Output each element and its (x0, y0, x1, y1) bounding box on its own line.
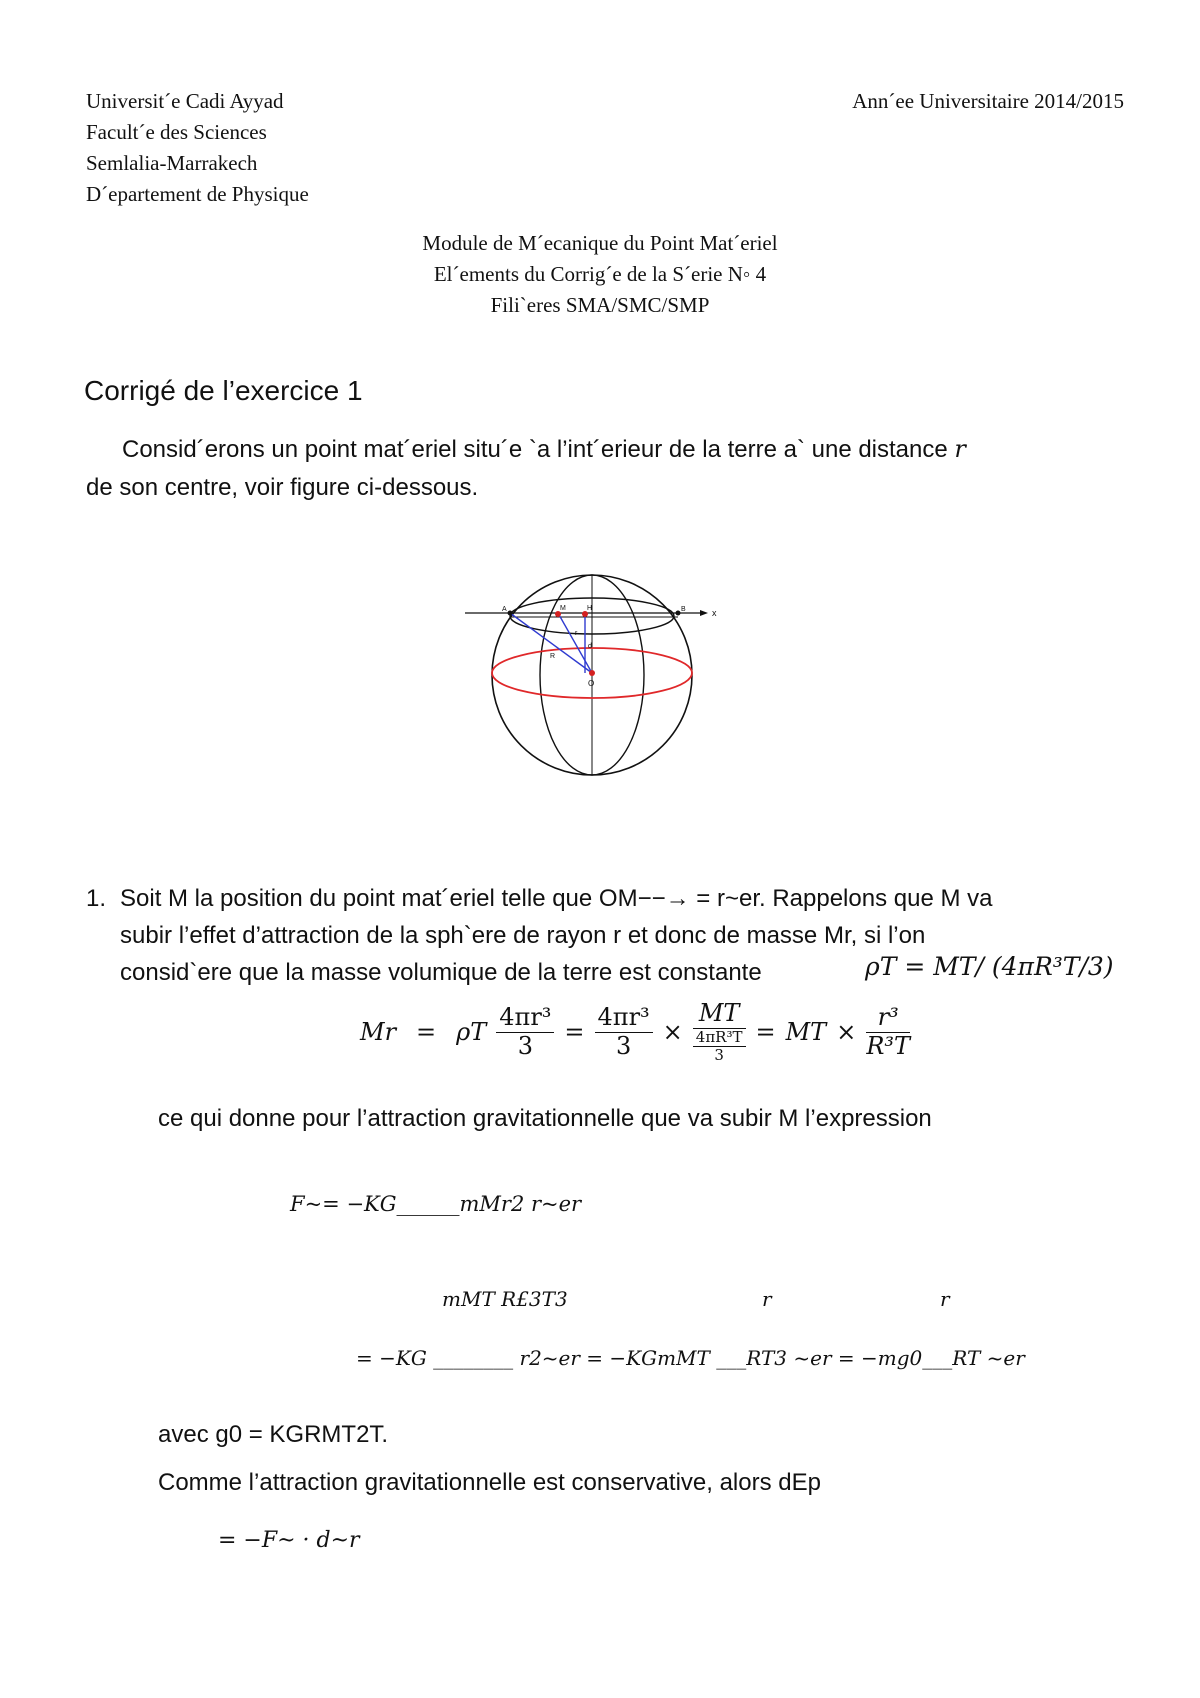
intro-text: Consid´erons un point mat´eriel situ´e `a l’int´erieur de la terre a` une distance (122, 436, 948, 463)
conservative-line: Comme l’attraction gravitationnelle est conservative, alors dEp (158, 1469, 821, 1496)
fraction-3-inner (693, 1029, 746, 1065)
fraction-1 (496, 1004, 554, 1060)
label-x: x (712, 608, 717, 618)
fragment-top-r2: r (940, 1287, 950, 1311)
fraction-3-num: MT (693, 1000, 746, 1029)
label-m: M (560, 605, 566, 612)
sphere-figure (460, 570, 720, 780)
fraction-4-den: R³T (866, 1031, 911, 1060)
fraction-4-num: r³ (866, 1004, 910, 1033)
header-department: D´epartement de Physique (86, 182, 309, 206)
mr-equation (360, 1000, 910, 1064)
mr-mt: MT (785, 1018, 827, 1047)
intro-var-r: r (954, 435, 966, 463)
rho-formula: ρT = MT/ (4πR³T/3) (865, 952, 1114, 981)
mr-rho: ρT (456, 1018, 487, 1047)
title-series: El´ements du Corrig´e de la S´erie N◦ 4 (433, 262, 767, 286)
final-line: = −F~ · d~r (218, 1528, 360, 1553)
x-axis-arrow (700, 610, 708, 616)
header-academic-year: Ann´ee Universitaire 2014/2015 (852, 89, 1124, 113)
mr-eq-1: = (416, 1018, 437, 1047)
point-a (508, 611, 513, 616)
item-line-1: Soit M la position du point mat´eriel telle que OM−−→ = r~er. Rappelons que M va (120, 885, 993, 912)
radius-line-r (510, 613, 592, 673)
force-line-2: = −KG ________ r2~er = −KGmMT ___RT3 ~er = −mg0___RT ~er (356, 1346, 1025, 1370)
header-faculty: Facult´e des Sciences (86, 120, 267, 144)
label-b: B (681, 606, 686, 613)
label-r: r (575, 630, 578, 637)
title-module: Module de M´ecanique du Point Mat´eriel (422, 231, 778, 255)
label-d: d (588, 643, 592, 650)
mr-times-2: × (836, 1018, 857, 1047)
label-h: H (587, 605, 593, 612)
fraction-2-den: 3 (615, 1031, 632, 1060)
intro-line-1 (122, 435, 966, 464)
fraction-3 (693, 1000, 746, 1064)
section-heading: Corrigé de l’exercice 1 (84, 375, 363, 406)
mr-eq-2: = (564, 1018, 585, 1047)
mr-times-1: × (662, 1018, 683, 1047)
label-a: A (502, 606, 507, 613)
fraction-3-den (693, 1029, 746, 1065)
fraction-3-inner-den: 3 (714, 1045, 724, 1064)
label-big-r: R (550, 653, 556, 660)
item-line-3: consid`ere que la masse volumique de la terre est constante (120, 959, 762, 986)
fraction-1-den: 3 (517, 1031, 533, 1060)
label-o: O (588, 679, 595, 688)
header-city: Semlalia-Marrakech (86, 151, 258, 175)
force-line-1: F~= −KG______mMr2 r~er (290, 1192, 582, 1216)
fragment-top-r1: r (762, 1287, 772, 1311)
fragment-top-left: mMT R£3T3 (442, 1287, 568, 1311)
item-number: 1. (86, 885, 107, 912)
point-o (589, 670, 595, 676)
item-line-4: ce qui donne pour l’attraction gravitationnelle que va subir M l’expression (158, 1105, 932, 1132)
title-programs: Fili`eres SMA/SMC/SMP (490, 293, 710, 317)
avec-line: avec g0 = KGRMT2T. (158, 1421, 389, 1448)
radius-line-small-r (558, 613, 592, 673)
fraction-3-inner-num: 4πR³T (693, 1029, 746, 1047)
fraction-2 (595, 1004, 653, 1060)
intro-line-2: de son centre, voir figure ci-dessous. (86, 474, 479, 501)
header-university: Universit´e Cadi Ayyad (86, 89, 284, 113)
fraction-2-num: 4πr³ (595, 1004, 653, 1033)
point-b (676, 611, 681, 616)
mr-eq-3: = (755, 1018, 776, 1047)
item-line-2: subir l’effet d’attraction de la sph`ere de rayon r et donc de masse Mr, si l’on (120, 922, 926, 949)
fraction-1-num: 4πr³ (496, 1004, 554, 1033)
fraction-4 (866, 1004, 910, 1060)
mr-lhs: Mr (360, 1018, 397, 1047)
